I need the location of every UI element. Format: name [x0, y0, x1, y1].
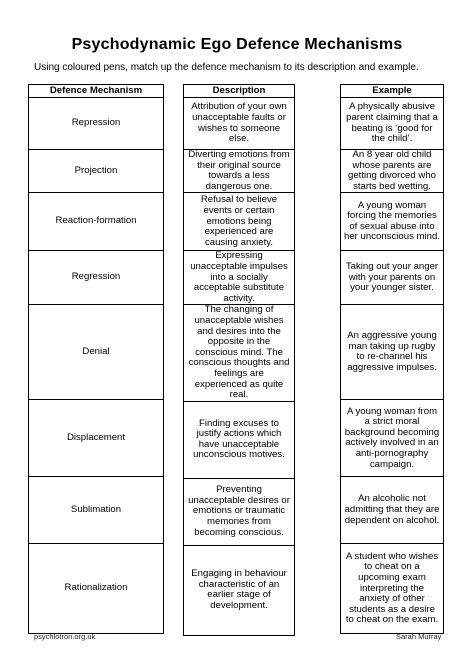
mechanism-cell: Denial	[29, 305, 164, 400]
example-cell: An aggressive young man taking up rugby to re-channel his aggressive impulses.	[341, 305, 444, 400]
example-cell: Taking out your anger with your parents on your younger sister.	[341, 251, 444, 305]
example-cell: A young woman from a strict moral background becoming actively involved in an anti-pornography campaign.	[341, 400, 444, 477]
page-title: Psychodynamic Ego Defence Mechanisms	[71, 36, 403, 53]
mechanism-cell: Displacement	[29, 400, 164, 477]
footer-website: psychlotron.org.uk	[34, 632, 96, 641]
description-header: Description	[184, 85, 295, 98]
mechanism-column	[28, 84, 164, 634]
mechanism-cell: Regression	[29, 251, 164, 305]
example-cell: A young woman forcing the memories of sexual abuse into her unconscious mind.	[341, 193, 444, 251]
mechanism-header: Defence Mechanism	[29, 85, 164, 98]
description-cell: The changing of unacceptable wishes and desires into the opposite in the conscious mind. The conscious thoughts and feelings are experienced as quite real.	[184, 305, 295, 401]
example-cell: An 8 year old child whose parents are getting divorced who starts bed wetting.	[341, 150, 444, 193]
description-cell: Engaging in behaviour characteristic of an earlier stage of development.	[184, 545, 295, 635]
description-cell: Diverting emotions from their original source towards a less dangerous one.	[184, 150, 295, 193]
description-column	[183, 84, 295, 636]
mechanism-cell: Repression	[29, 98, 164, 150]
description-cell: Refusal to believe events or certain emotions being experienced are causing anxiety.	[184, 193, 295, 251]
example-cell: An alcoholic not admitting that they are dependent on alcohol.	[341, 477, 444, 544]
description-cell: Expressing unacceptable impulses into a socially acceptable substitute activity.	[184, 251, 295, 305]
description-cell: Attribution of your own unacceptable faults or wishes to someone else.	[184, 98, 295, 150]
mechanism-cell: Rationalization	[29, 544, 164, 634]
description-cell: Finding excuses to justify actions which have unacceptable unconscious motives.	[184, 401, 295, 478]
instructions: Using coloured pens, match up the defence mechanism to its description and example.	[34, 62, 419, 73]
example-cell: A physically abusive parent claiming that a beating is ‘good for the child’.	[341, 98, 444, 150]
mechanism-cell: Sublimation	[29, 477, 164, 544]
description-cell: Preventing unacceptable desires or emotions or traumatic memories from becoming conscious.	[184, 478, 295, 545]
mechanism-cell: Reaction-formation	[29, 193, 164, 251]
example-column	[340, 84, 444, 634]
example-cell: A student who wishes to cheat on a upcoming exam interpreting the anxiety of other students as a desire to cheat on the exam.	[341, 544, 444, 634]
example-header: Example	[341, 85, 444, 98]
mechanism-cell: Projection	[29, 150, 164, 193]
footer-author: Sarah Murray	[396, 632, 442, 641]
